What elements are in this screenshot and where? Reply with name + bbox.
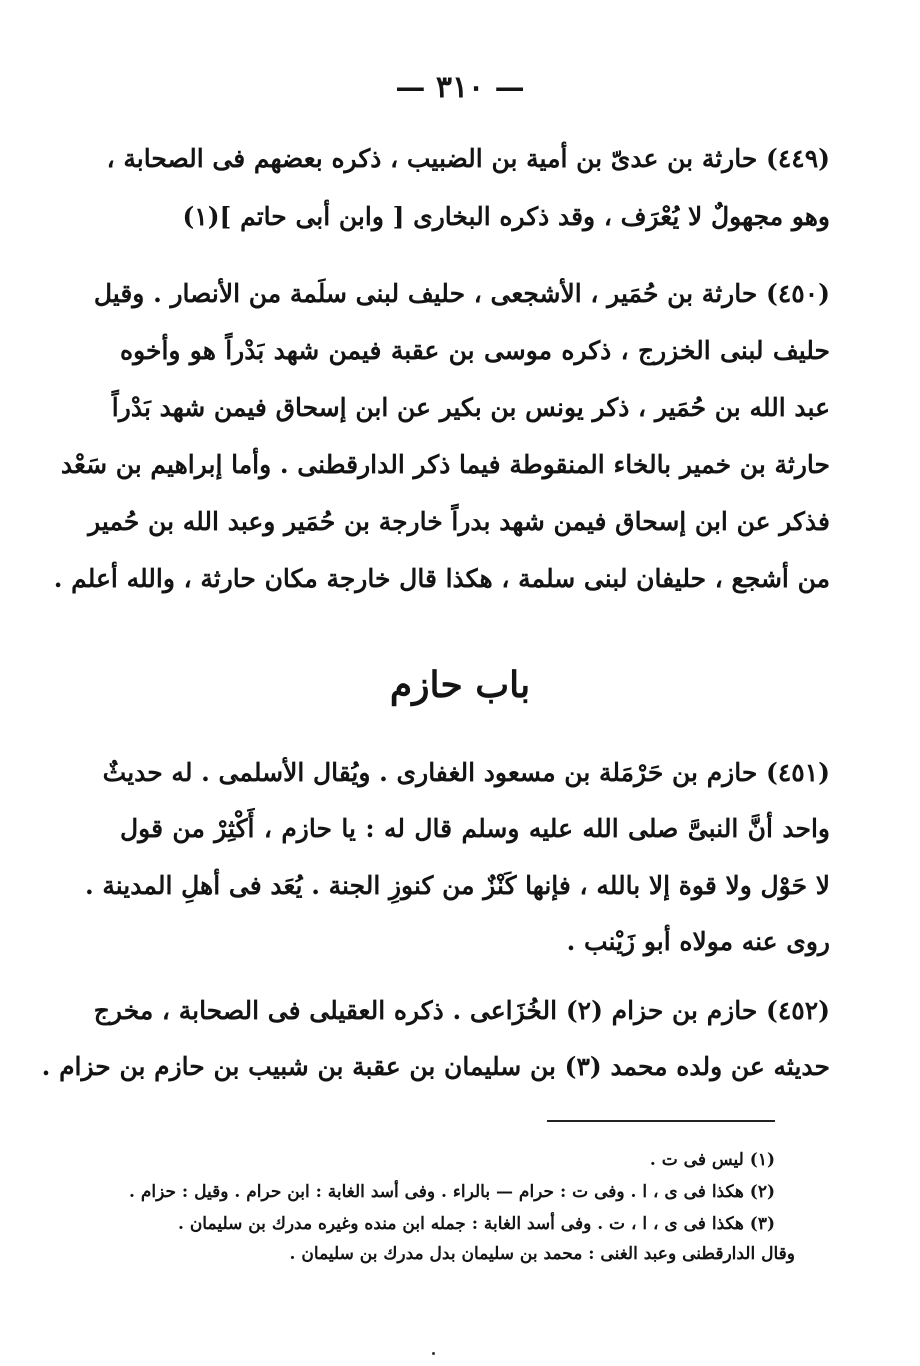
entry-451-line-1: (٤٥١) حازم بن حَرْمَلة بن مسعود الغفارى . ويُقال الأسلمى . له حديثٌ xyxy=(102,758,830,787)
entry-452-line-1: (٤٥٢) حازم بن حزام (٢) الخُزَاعى . ذكره العقيلى فى الصحابة ، مخرج xyxy=(93,996,830,1025)
entry-450-line-3: عبد الله بن حُمَير ، ذكر يونس بن بكير عن ابن إسحاق فيمن شهد بَدْراً xyxy=(111,393,830,422)
footnote-2: (٢) هكذا فى ى ، ا . وفى ت : حرام — بالراء . وفى أسد الغابة : ابن حرام . وقيل : حزام . xyxy=(129,1182,775,1202)
chapter-heading: باب حازم xyxy=(389,664,531,706)
entry-450-line-2: حليف لبنى الخزرج ، ذكره موسى بن عقبة فيمن شهد بَدْراً هو وأخوه xyxy=(120,336,830,365)
footnote-3-continuation: وقال الدارقطنى وعبد الغنى : محمد بن سليمان بدل مدرك بن سليمان . xyxy=(289,1244,795,1264)
entry-449-line-1: (٤٤٩) حارثة بن عدىّ بن أمية بن الضبيب ، ذكره بعضهم فى الصحابة ، xyxy=(106,144,830,173)
footnote-3: (٣) هكذا فى ى ، ا ، ت . وفى أسد الغابة : جمله ابن منده وغيره مدرك بن سليمان . xyxy=(177,1214,775,1234)
entry-451-line-4: روى عنه مولاه أبو زَيْنب . xyxy=(566,927,830,956)
entry-450-line-4: حارثة بن خمير بالخاء المنقوطة فيما ذكر الدارقطنى . وأما إبراهيم بن سَعْد xyxy=(60,450,830,479)
footnote-divider xyxy=(547,1120,775,1122)
entry-449-line-2: وهو مجهولٌ لا يُعْرَف ، وقد ذكره البخارى [ وابن أبى حاتم ](١) xyxy=(182,202,830,231)
entry-452-line-2: حديثه عن ولده محمد (٣) بن سليمان بن عقبة بن شبيب بن حازم بن حزام . xyxy=(41,1052,830,1081)
entry-450-line-6: من أشجع ، حليفان لبنى سلمة ، هكذا قال خارجة مكان حارثة ، والله أعلم . xyxy=(53,564,830,593)
entry-451-line-3: لا حَوْل ولا قوة إلا بالله ، فإنها كَنْزٌ من كنوزِ الجنة . يُعَد فى أهلِ المدينة . xyxy=(84,871,830,900)
page-number: — ٣١٠ — xyxy=(395,70,525,105)
entry-450-line-1: (٤٥٠) حارثة بن حُمَير ، الأشجعى ، حليف لبنى سلَمة من الأنصار . وقيل xyxy=(93,279,830,308)
footnote-1: (١) ليس فى ت . xyxy=(649,1150,775,1170)
entry-451-line-2: واحد أنَّ النبىَّ صلى الله عليه وسلم قال له : يا حازم ، أَكْثِرْ من قول xyxy=(120,814,830,843)
entry-450-line-5: فذكر عن ابن إسحاق فيمن شهد بدراً خارجة بن حُمَير وعبد الله بن حُمير xyxy=(88,507,830,536)
ink-speck xyxy=(432,1352,435,1355)
